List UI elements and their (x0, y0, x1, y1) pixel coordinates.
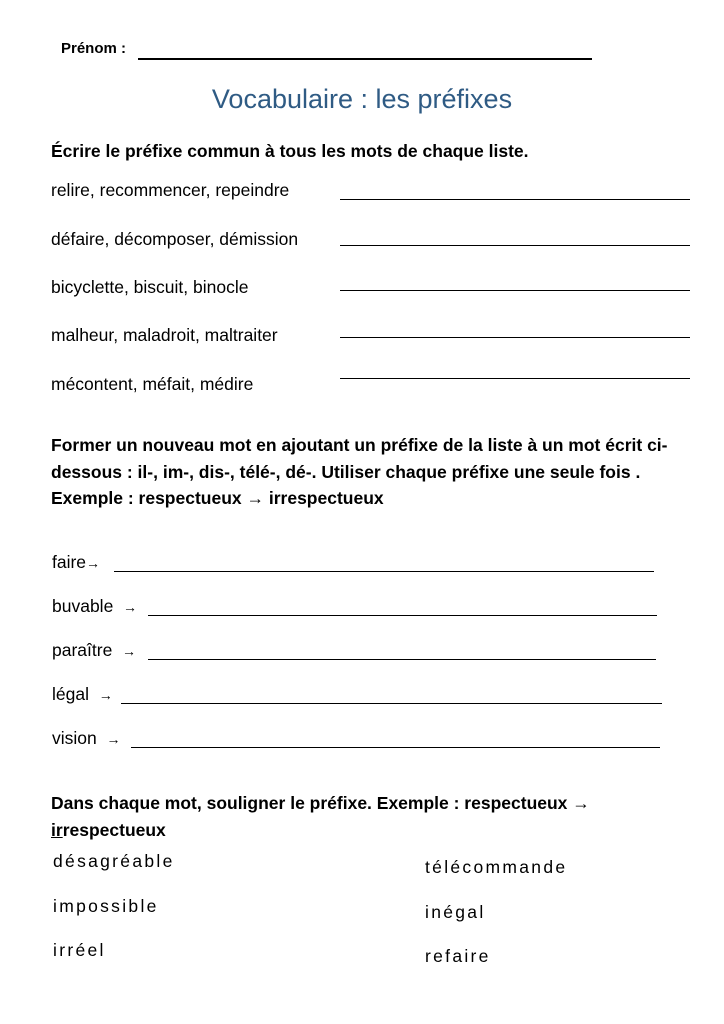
exercise2-word: vision (52, 728, 97, 748)
exercise2-instruction-text: Former un nouveau mot en ajoutant un préfixe de la liste à un mot écrit ci-dessous : il-, im-, dis-, télé-, dé-. Utiliser chaque préfixe une seule fois . (51, 435, 668, 482)
exercise3-word[interactable]: irréel (53, 940, 106, 960)
page-title: Vocabulaire : les préfixes (211, 84, 513, 114)
exercise1-answer-line[interactable] (340, 290, 690, 291)
prenom-answer-line[interactable] (138, 58, 592, 60)
exercise2-example: Exemple : respectueux → irrespectueux (51, 488, 384, 508)
exercise3-word[interactable]: inégal (425, 902, 486, 922)
exercise3-word[interactable]: impossible (53, 896, 159, 916)
arrow-icon: → (86, 555, 101, 571)
exercise2-word-row (52, 640, 136, 661)
example-underlined-prefix: ir (51, 819, 63, 840)
exercise1-list: relire, recommencer, repeindre (51, 180, 290, 200)
exercise2-instruction (51, 432, 691, 512)
exercise1-answer-line[interactable] (340, 378, 690, 379)
exercise2-word: buvable (52, 596, 114, 616)
exercise2-word: légal (52, 684, 89, 704)
example-word-rest: respectueux (62, 819, 166, 840)
exercise1-instruction: Écrire le préfixe commun à tous les mots de chaque liste. (51, 141, 529, 161)
exercise2-answer-line[interactable] (148, 659, 656, 660)
exercise3-instruction (51, 790, 691, 843)
exercise2-word-row (52, 552, 100, 573)
exercise1-list: bicyclette, biscuit, binocle (51, 277, 249, 297)
exercise1-answer-line[interactable] (340, 245, 690, 246)
exercise2-answer-line[interactable] (121, 703, 662, 704)
exercise1-list: mécontent, méfait, médire (51, 374, 254, 394)
arrow-icon: → (122, 643, 137, 659)
exercise2-answer-line[interactable] (131, 747, 660, 748)
exercise3-word[interactable]: refaire (425, 946, 491, 966)
exercise1-list: malheur, maladroit, maltraiter (51, 325, 278, 345)
exercise2-answer-line[interactable] (148, 615, 657, 616)
exercise2-word: faire (52, 552, 87, 572)
prenom-label: Prénom : (61, 40, 127, 57)
arrow-icon: → (106, 731, 121, 747)
exercise1-answer-line[interactable] (340, 199, 690, 200)
exercise2-word-row (52, 596, 137, 617)
exercise3-word[interactable]: désagréable (53, 851, 175, 871)
exercise1-answer-line[interactable] (340, 337, 690, 338)
arrow-icon: → (98, 687, 113, 703)
exercise2-answer-line[interactable] (114, 571, 654, 572)
exercise3-instruction-text: Dans chaque mot, souligner le préfixe. Exemple : respectueux → (51, 793, 590, 813)
exercise2-word-row (52, 684, 113, 705)
exercise2-word-row (52, 728, 120, 749)
exercise2-word: paraître (52, 640, 113, 660)
exercise1-list: défaire, décomposer, démission (51, 229, 299, 249)
exercise3-word[interactable]: télécommande (425, 857, 568, 877)
arrow-icon: → (123, 599, 138, 615)
